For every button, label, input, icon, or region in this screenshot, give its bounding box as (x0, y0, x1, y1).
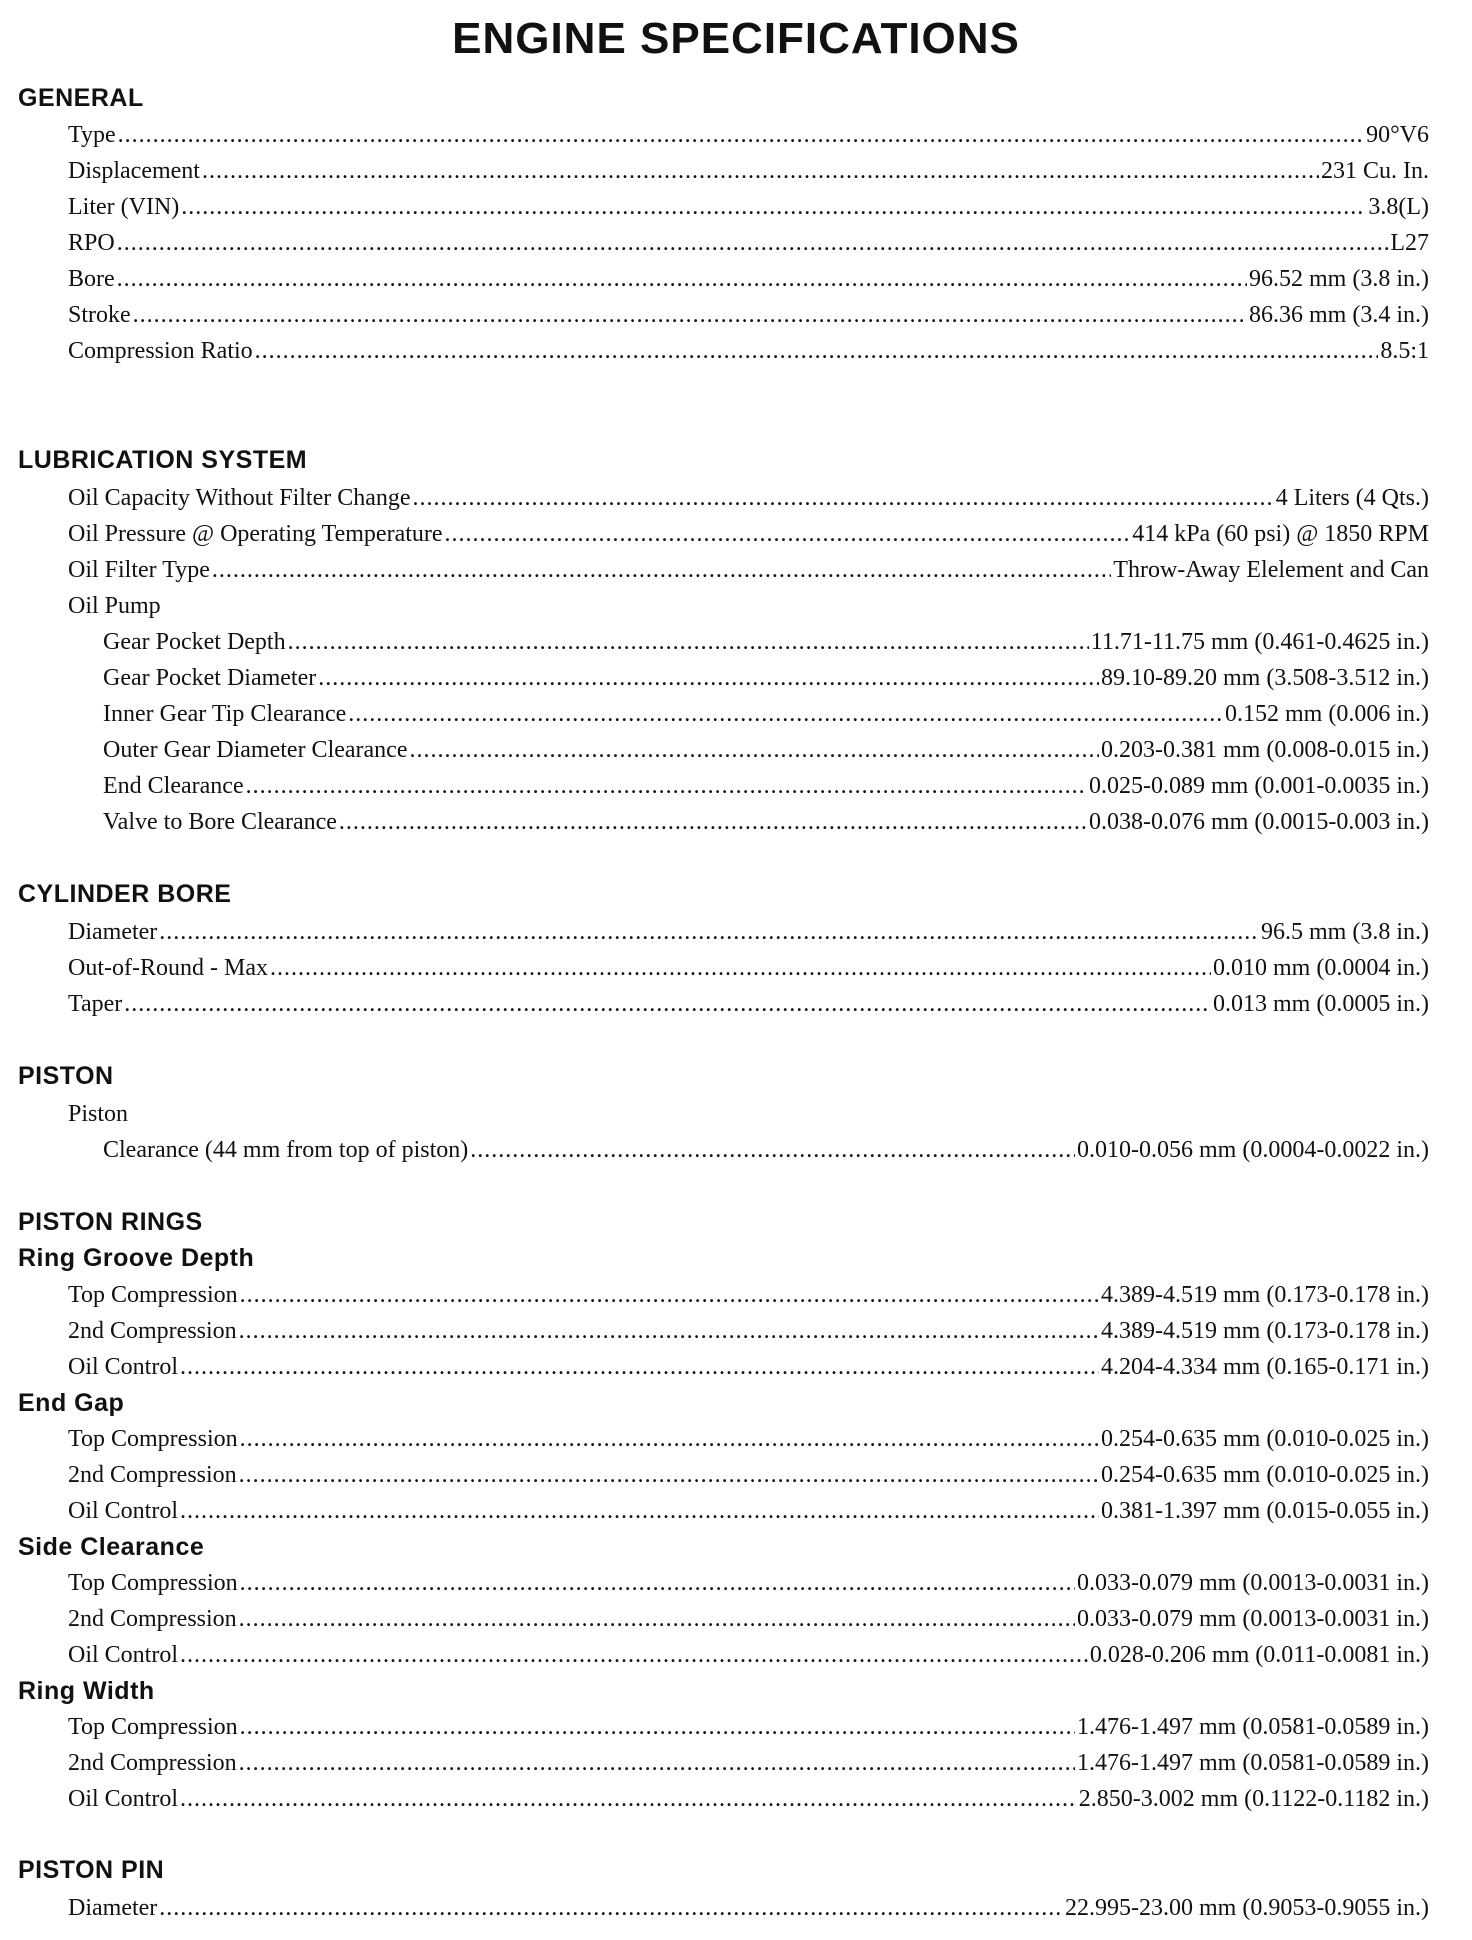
spec-row (68, 189, 1429, 225)
dot-leader (445, 516, 1131, 552)
dot-leader (470, 1132, 1075, 1168)
dot-leader (246, 768, 1087, 804)
spec-label: End Clearance (103, 773, 244, 799)
spec-label: Stroke (68, 302, 131, 328)
subsection-heading-ring-width: Ring Width (18, 1677, 155, 1705)
dot-leader (159, 914, 1259, 950)
dot-leader (181, 189, 1366, 225)
spec-value: 86.36 mm (3.4 in.) (1249, 302, 1429, 328)
section-heading-piston: PISTON (18, 1062, 114, 1090)
dot-leader (339, 804, 1087, 840)
spec-label: Top Compression (68, 1570, 238, 1596)
spec-value: 0.038-0.076 mm (0.0015-0.003 in.) (1089, 809, 1429, 835)
spec-row (103, 660, 1429, 696)
dot-leader (240, 1421, 1099, 1457)
spec-label: Taper (68, 991, 123, 1017)
dot-leader (410, 732, 1100, 768)
dot-leader (239, 1457, 1099, 1493)
dot-leader (255, 333, 1379, 369)
spec-label: Bore (68, 266, 115, 292)
spec-row (68, 1745, 1429, 1781)
dot-leader (240, 1277, 1099, 1313)
spec-label: Gear Pocket Diameter (103, 665, 317, 691)
spec-row (68, 1781, 1429, 1817)
dot-leader (202, 153, 1319, 189)
spec-row (68, 480, 1429, 516)
spec-value: 8.5:1 (1380, 338, 1429, 364)
spec-row (68, 1637, 1429, 1673)
spec-row (68, 1349, 1429, 1385)
spec-value: 22.995-23.00 mm (0.9053-0.9055 in.) (1065, 1895, 1429, 1921)
dot-leader (270, 950, 1211, 986)
spec-label: Clearance (44 mm from top of piston) (103, 1137, 469, 1163)
section-heading-cylinder-bore: CYLINDER BORE (18, 880, 232, 908)
dot-leader (180, 1637, 1088, 1673)
spec-label: Piston (68, 1101, 129, 1127)
spec-row (68, 1565, 1429, 1601)
spec-value: 0.152 mm (0.006 in.) (1225, 701, 1429, 727)
spec-row (103, 768, 1429, 804)
spec-value: 0.033-0.079 mm (0.0013-0.0031 in.) (1077, 1606, 1429, 1632)
spec-label: Outer Gear Diameter Clearance (103, 737, 408, 763)
dot-leader (124, 986, 1211, 1022)
spec-value: 3.8(L) (1368, 194, 1429, 220)
spec-value: 1.476-1.497 mm (0.0581-0.0589 in.) (1077, 1714, 1429, 1740)
dot-leader (239, 1745, 1075, 1781)
spec-label: Oil Control (68, 1786, 179, 1812)
spec-value: 2.850-3.002 mm (0.1122-0.1182 in.) (1078, 1786, 1429, 1812)
dot-leader (117, 261, 1247, 297)
spec-value: 96.5 mm (3.8 in.) (1261, 919, 1429, 945)
spec-value: 0.254-0.635 mm (0.010-0.025 in.) (1101, 1426, 1429, 1452)
spec-label: Gear Pocket Depth (103, 629, 286, 655)
spec-row (68, 986, 1429, 1022)
spec-row (68, 516, 1429, 552)
dot-leader (239, 1601, 1075, 1637)
spec-value: 4.389-4.519 mm (0.173-0.178 in.) (1101, 1318, 1429, 1344)
spec-value: 4 Liters (4 Qts.) (1275, 485, 1429, 511)
dot-leader (239, 1313, 1099, 1349)
dot-leader (240, 1565, 1075, 1601)
spec-label: 2nd Compression (68, 1606, 237, 1632)
spec-value: 414 kPa (60 psi) @ 1850 RPM (1132, 521, 1429, 547)
spec-label: Oil Capacity Without Filter Change (68, 485, 411, 511)
spec-value: 0.013 mm (0.0005 in.) (1213, 991, 1429, 1017)
spec-label: Oil Control (68, 1354, 179, 1380)
subsection-label-piston (68, 1096, 1429, 1132)
spec-value: 0.203-0.381 mm (0.008-0.015 in.) (1101, 737, 1429, 763)
section-heading-general: GENERAL (18, 84, 144, 112)
spec-value: 0.254-0.635 mm (0.010-0.025 in.) (1101, 1462, 1429, 1488)
subsection-heading-ring-groove-depth: Ring Groove Depth (18, 1244, 255, 1272)
spec-row (68, 117, 1429, 153)
spec-value: 89.10-89.20 mm (3.508-3.512 in.) (1101, 665, 1429, 691)
dot-leader (117, 225, 1389, 261)
dot-leader (240, 1709, 1075, 1745)
spec-label: Liter (VIN) (68, 194, 180, 220)
spec-row (68, 1709, 1429, 1745)
spec-label: 2nd Compression (68, 1750, 237, 1776)
dot-leader (348, 696, 1223, 732)
spec-value: Throw-Away Elelement and Can (1113, 557, 1429, 583)
dot-leader (159, 1890, 1063, 1926)
spec-value: 0.010-0.056 mm (0.0004-0.0022 in.) (1077, 1137, 1429, 1163)
spec-label: Oil Pressure @ Operating Temperature (68, 521, 443, 547)
spec-value: 96.52 mm (3.8 in.) (1249, 266, 1429, 292)
spec-row (68, 225, 1429, 261)
section-heading-lubrication: LUBRICATION SYSTEM (18, 446, 308, 474)
spec-value: 4.204-4.334 mm (0.165-0.171 in.) (1101, 1354, 1429, 1380)
spec-row (68, 1277, 1429, 1313)
spec-label: 2nd Compression (68, 1318, 237, 1344)
spec-label: Diameter (68, 1895, 158, 1921)
spec-value: 90°V6 (1366, 122, 1429, 148)
dot-leader (133, 297, 1247, 333)
spec-label: Inner Gear Tip Clearance (103, 701, 347, 727)
spec-label: RPO (68, 230, 115, 256)
spec-label: Displacement (68, 158, 200, 184)
spec-row (103, 624, 1429, 660)
spec-row (68, 1421, 1429, 1457)
dot-leader (180, 1493, 1099, 1529)
spec-row (68, 153, 1429, 189)
dot-leader (180, 1349, 1099, 1385)
page-title: ENGINE SPECIFICATIONS (452, 14, 1020, 63)
spec-value: 0.010 mm (0.0004 in.) (1213, 955, 1429, 981)
dot-leader (118, 117, 1364, 153)
spec-label: Top Compression (68, 1282, 238, 1308)
spec-row (68, 914, 1429, 950)
dot-leader (288, 624, 1089, 660)
spec-row (68, 1601, 1429, 1637)
spec-label: Top Compression (68, 1426, 238, 1452)
spec-label: Oil Control (68, 1642, 179, 1668)
spec-value: 0.025-0.089 mm (0.001-0.0035 in.) (1089, 773, 1429, 799)
dot-leader (413, 480, 1274, 516)
spec-label: Valve to Bore Clearance (103, 809, 337, 835)
spec-row (103, 1132, 1429, 1168)
spec-row (68, 1890, 1429, 1926)
spec-row (68, 950, 1429, 986)
spec-value: 0.033-0.079 mm (0.0013-0.0031 in.) (1077, 1570, 1429, 1596)
spec-label: Oil Control (68, 1498, 179, 1524)
spec-row (68, 552, 1429, 588)
spec-value: 0.381-1.397 mm (0.015-0.055 in.) (1101, 1498, 1429, 1524)
spec-label: Type (68, 122, 116, 148)
spec-row (103, 696, 1429, 732)
spec-value: 4.389-4.519 mm (0.173-0.178 in.) (1101, 1282, 1429, 1308)
spec-label: Oil Pump (68, 593, 161, 619)
section-heading-piston-pin: PISTON PIN (18, 1856, 165, 1884)
spec-row (68, 1493, 1429, 1529)
spec-value: 1.476-1.497 mm (0.0581-0.0589 in.) (1077, 1750, 1429, 1776)
spec-row (68, 297, 1429, 333)
spec-label: Oil Filter Type (68, 557, 210, 583)
spec-label: 2nd Compression (68, 1462, 237, 1488)
spec-row (103, 804, 1429, 840)
spec-row (68, 1313, 1429, 1349)
dot-leader (180, 1781, 1077, 1817)
spec-row (68, 261, 1429, 297)
dot-leader (212, 552, 1111, 588)
subsection-heading-side-clearance: Side Clearance (18, 1533, 205, 1561)
section-heading-piston-rings: PISTON RINGS (18, 1208, 203, 1236)
spec-value: L27 (1390, 230, 1429, 256)
spec-row (68, 1457, 1429, 1493)
spec-value: 11.71-11.75 mm (0.461-0.4625 in.) (1090, 629, 1429, 655)
spec-label: Diameter (68, 919, 158, 945)
dot-leader (318, 660, 1099, 696)
spec-label: Compression Ratio (68, 338, 253, 364)
subsection-label-oil-pump (68, 588, 1429, 624)
subsection-heading-end-gap: End Gap (18, 1389, 125, 1417)
spec-label: Out-of-Round - Max (68, 955, 268, 981)
spec-label: Top Compression (68, 1714, 238, 1740)
spec-value: 0.028-0.206 mm (0.011-0.0081 in.) (1089, 1642, 1429, 1668)
spec-row (103, 732, 1429, 768)
spec-row (68, 333, 1429, 369)
spec-value: 231 Cu. In. (1321, 158, 1429, 184)
